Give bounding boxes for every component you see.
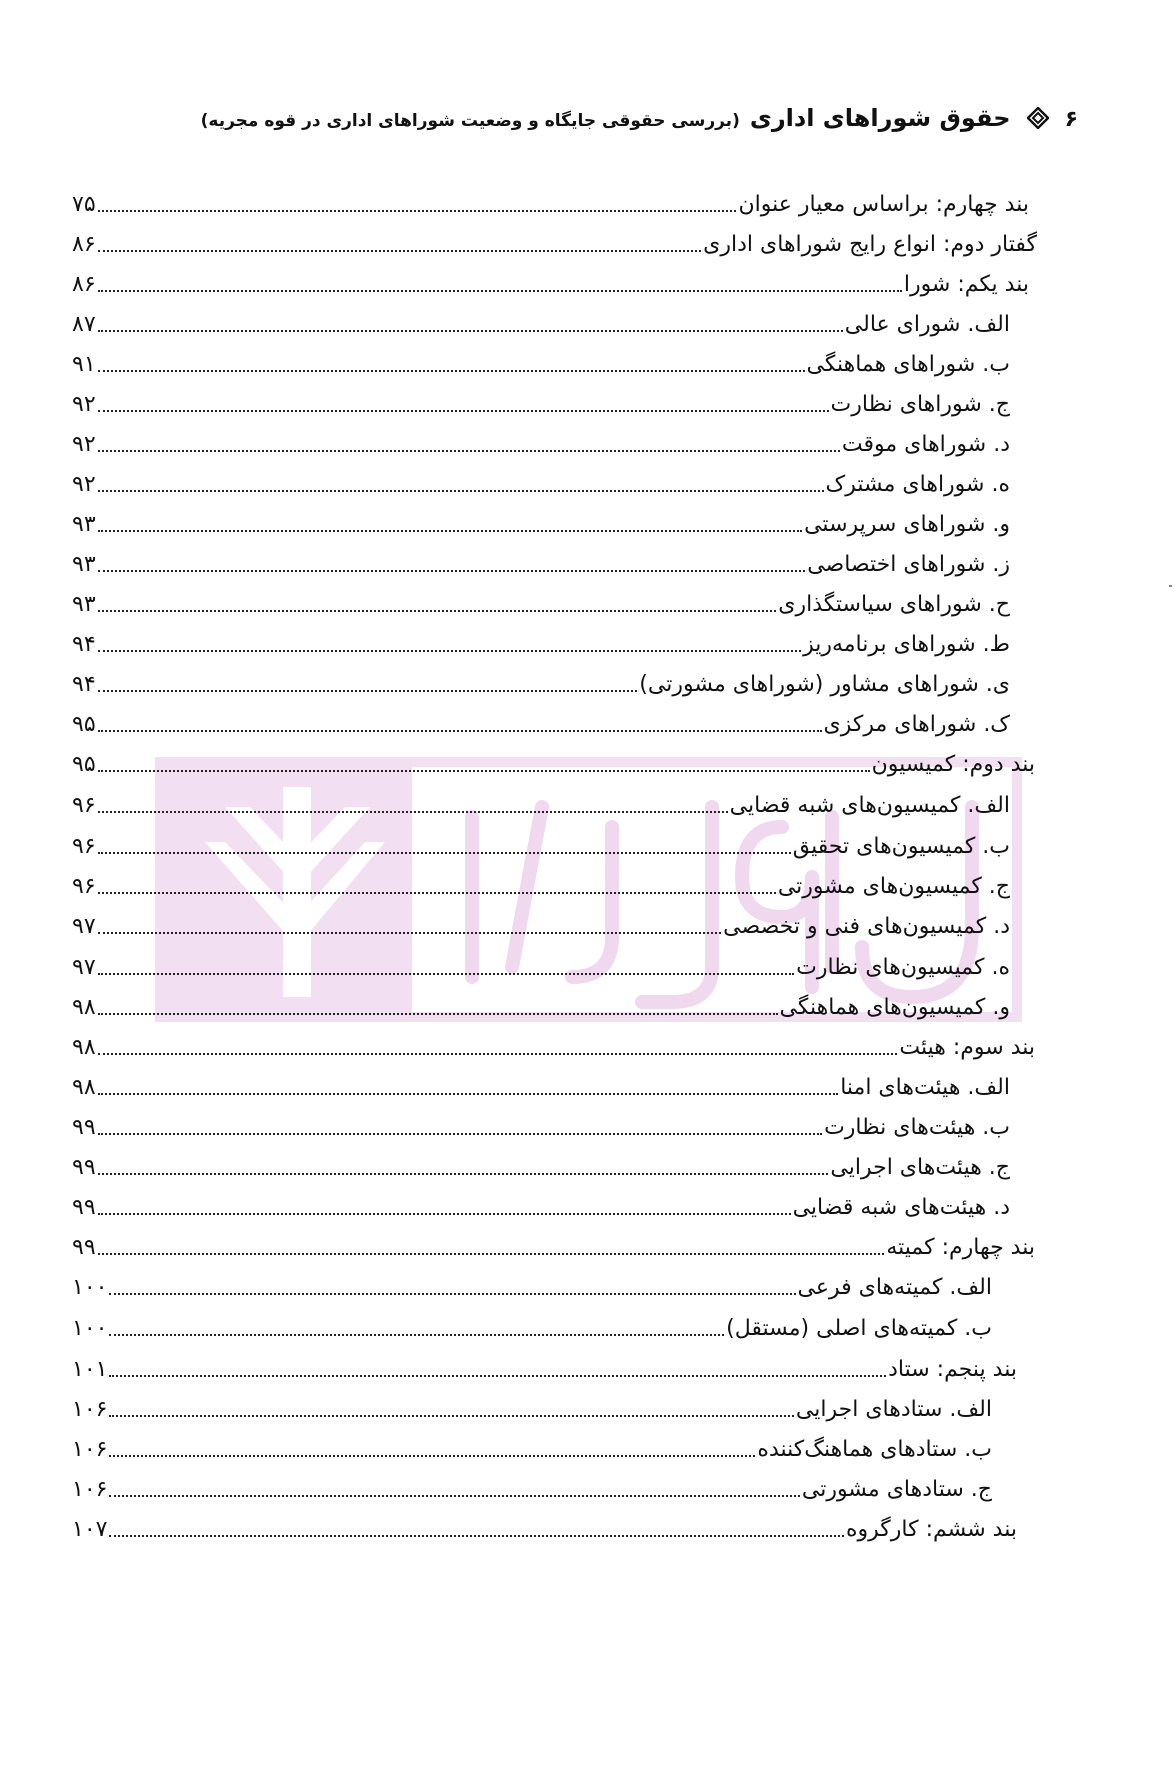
toc-entry-title: ج. ستادهای مشورتی xyxy=(801,1477,992,1502)
dot-leader xyxy=(98,250,702,252)
dot-leader xyxy=(98,1013,778,1015)
toc-entry[interactable] xyxy=(72,580,1010,620)
dot-leader xyxy=(98,1053,898,1055)
dot-leader xyxy=(98,770,870,772)
dot-leader xyxy=(98,650,801,652)
toc-entry-page-number: ۹۹ xyxy=(72,1115,96,1140)
toc-entry-title: بند پنجم: ستاد xyxy=(888,1357,1017,1382)
toc-entry-page-number: ۸۶ xyxy=(72,232,96,257)
toc-entry-title: بند ششم: کارگروه xyxy=(846,1517,1017,1542)
toc-entry[interactable] xyxy=(72,781,1010,821)
toc-entry[interactable] xyxy=(72,180,1029,220)
toc-entry[interactable] xyxy=(72,540,1010,580)
toc-entry[interactable] xyxy=(72,500,1010,540)
toc-entry-title: الف. کمیته‌های فرعی xyxy=(797,1275,992,1300)
toc-entry[interactable] xyxy=(72,1304,992,1344)
toc-entry-title: الف. هیئت‌های امنا xyxy=(840,1075,1010,1100)
toc-entry-page-number: ۹۴ xyxy=(72,672,96,697)
toc-entry[interactable] xyxy=(72,822,1010,862)
dot-leader xyxy=(109,1535,844,1537)
running-header xyxy=(201,104,1078,132)
toc-entry-title: بند سوم: هیئت xyxy=(899,1035,1035,1060)
toc-entry-page-number: ۹۲ xyxy=(72,432,96,457)
dot-leader xyxy=(109,1375,886,1377)
book-title: حقوق شوراهای اداری xyxy=(749,104,1011,132)
toc-entry-title: ح. شوراهای سیاستگذاری xyxy=(778,592,1010,617)
dot-leader xyxy=(98,730,822,732)
toc-entry-page-number: ۸۶ xyxy=(72,272,96,297)
book-subtitle: (بررسی حقوقی جایگاه و وضعیت شوراهای اداری در قوه مجریه) xyxy=(200,111,740,131)
toc-entry-title: ط. شوراهای برنامه‌ریز xyxy=(803,632,1010,657)
toc-entry-title: ی. شوراهای مشاور (شوراهای مشورتی) xyxy=(639,672,1010,697)
toc-entry-page-number: ۹۸ xyxy=(72,1035,96,1060)
toc-entry-page-number: ۹۳ xyxy=(72,512,96,537)
toc-entry[interactable] xyxy=(72,260,1029,300)
toc-entry-page-number: ۱۰۰ xyxy=(72,1275,108,1300)
toc-entry-page-number: ۹۶ xyxy=(72,834,96,859)
toc-entry-title: الف. ستادهای اجرایی xyxy=(795,1397,992,1422)
toc-entry-title: بند یکم: شورا xyxy=(903,272,1029,297)
toc-entry-title: ز. شوراهای اختصاصی xyxy=(807,552,1010,577)
dot-leader xyxy=(109,1415,793,1417)
dot-leader xyxy=(98,932,722,934)
toc-entry[interactable] xyxy=(72,1385,992,1425)
toc-entry[interactable] xyxy=(72,300,1010,340)
toc-entry-title: ه. کمیسیون‌های نظارت xyxy=(796,955,1010,980)
toc-entry-title: ب. ستادهای هماهنگ‌کننده xyxy=(757,1437,992,1462)
toc-entry-page-number: ۹۵ xyxy=(72,752,96,777)
toc-entry-title: الف. شورای عالی xyxy=(844,312,1010,337)
toc-entry-title: بند چهارم: براساس معیار عنوان xyxy=(738,192,1029,217)
toc-entry-title: ب. کمیته‌های اصلی (مستقل) xyxy=(726,1316,992,1341)
toc-entry[interactable] xyxy=(72,1263,992,1303)
toc-entry[interactable] xyxy=(72,340,1010,380)
toc-entry-page-number: ۹۲ xyxy=(72,472,96,497)
toc-entry-title: ج. هیئت‌های اجرایی xyxy=(830,1155,1010,1180)
toc-entry-title: ب. کمیسیون‌های تحقیق xyxy=(792,834,1010,859)
toc-entry[interactable] xyxy=(72,1223,1035,1263)
toc-entry[interactable] xyxy=(72,1063,1010,1103)
toc-entry-page-number: ۱۰۰ xyxy=(72,1316,108,1341)
toc-entry[interactable] xyxy=(72,380,1010,420)
toc-entry-page-number: ۹۲ xyxy=(72,392,96,417)
toc-entry[interactable] xyxy=(72,1425,992,1465)
dot-leader xyxy=(98,570,806,572)
dot-leader xyxy=(98,450,840,452)
toc-entry-page-number: ۹۷ xyxy=(72,955,96,980)
toc-entry-page-number: ۹۵ xyxy=(72,712,96,737)
dot-leader xyxy=(98,892,776,894)
toc-entry-page-number: ۹۱ xyxy=(72,352,96,377)
dot-leader xyxy=(98,811,728,813)
dot-leader xyxy=(98,1213,791,1215)
toc-entry[interactable] xyxy=(72,1103,1010,1143)
toc-entry[interactable] xyxy=(72,1023,1035,1063)
toc-entry[interactable] xyxy=(72,420,1010,460)
toc-entry-title: بند چهارم: کمیته xyxy=(886,1235,1035,1260)
toc-entry-title: ب. هیئت‌های نظارت xyxy=(824,1115,1010,1140)
toc-entry-page-number: ۷۵ xyxy=(72,192,96,217)
dot-leader xyxy=(98,852,791,854)
toc-entry-title: د. کمیسیون‌های فنی و تخصصی xyxy=(723,914,1010,939)
toc-entry-title: ج. کمیسیون‌های مشورتی xyxy=(777,874,1010,899)
dot-leader xyxy=(109,1334,724,1336)
toc-entry-page-number: ۹۹ xyxy=(72,1155,96,1180)
toc-entry-page-number: ۹۶ xyxy=(72,793,96,818)
toc-entry-title: ه. شوراهای مشترک xyxy=(825,472,1010,497)
toc-entry-page-number: ۹۹ xyxy=(72,1235,96,1260)
toc-entry-page-number: ۹۳ xyxy=(72,592,96,617)
toc-entry[interactable] xyxy=(72,1505,1017,1545)
dot-leader xyxy=(98,610,777,612)
dot-leader xyxy=(98,210,737,212)
toc-entry-title: ج. شوراهای نظارت xyxy=(830,392,1010,417)
dot-leader xyxy=(98,1093,839,1095)
scan-artifact xyxy=(1169,585,1172,587)
toc-entry-page-number: ۸۷ xyxy=(72,312,96,337)
dot-leader xyxy=(98,290,902,292)
toc-entry-page-number: ۱۰۶ xyxy=(72,1437,108,1462)
toc-entry-page-number: ۹۷ xyxy=(72,914,96,939)
dot-leader xyxy=(98,1253,885,1255)
toc-entry[interactable] xyxy=(72,660,1010,700)
toc-entry[interactable] xyxy=(72,943,1010,983)
toc-entry-title: الف. کمیسیون‌های شبه قضایی xyxy=(729,793,1010,818)
dot-leader xyxy=(98,370,805,372)
dot-leader xyxy=(98,1133,822,1135)
toc-entry-page-number: ۱۰۶ xyxy=(72,1477,108,1502)
toc-entry-title: د. شوراهای موقت xyxy=(841,432,1010,457)
dot-leader xyxy=(98,490,824,492)
toc-entry-page-number: ۹۶ xyxy=(72,874,96,899)
toc-entry[interactable] xyxy=(72,983,1010,1023)
dot-leader xyxy=(98,1173,829,1175)
dot-leader xyxy=(98,330,843,332)
dot-leader xyxy=(98,530,802,532)
toc-entry-page-number: ۱۰۷ xyxy=(72,1517,108,1542)
toc-entry-title: و. کمیسیون‌های هماهنگی xyxy=(779,995,1010,1020)
toc-entry[interactable] xyxy=(72,862,1010,902)
toc-entry[interactable] xyxy=(72,1143,1010,1183)
toc-entry-title: د. هیئت‌های شبه قضایی xyxy=(792,1195,1010,1220)
diamond-icon xyxy=(1027,107,1049,129)
dot-leader xyxy=(98,410,829,412)
toc-entry-title: ک. شوراهای مرکزی xyxy=(823,712,1010,737)
page-number: ۶ xyxy=(1064,107,1078,132)
toc-entry[interactable] xyxy=(72,1183,1010,1223)
dot-leader xyxy=(98,973,795,975)
toc-entry-page-number: ۹۸ xyxy=(72,995,96,1020)
toc-entry[interactable] xyxy=(72,620,1010,660)
toc-entry-title: ب. شوراهای هماهنگی xyxy=(806,352,1010,377)
toc-entry[interactable] xyxy=(72,220,1037,260)
toc-entry[interactable] xyxy=(72,740,1035,780)
toc-entry-page-number: ۱۰۱ xyxy=(72,1357,108,1382)
toc-entry[interactable] xyxy=(72,1345,1017,1385)
toc-entry[interactable] xyxy=(72,1465,992,1505)
toc-entry-page-number: ۹۸ xyxy=(72,1075,96,1100)
toc-entry-page-number: ۹۹ xyxy=(72,1195,96,1220)
toc-entry-page-number: ۹۳ xyxy=(72,552,96,577)
toc-entry-title: و. شوراهای سرپرستی xyxy=(804,512,1010,537)
dot-leader xyxy=(109,1455,755,1457)
toc-entry[interactable] xyxy=(72,700,1010,740)
toc-entry[interactable] xyxy=(72,902,1010,942)
toc-entry-title: گفتار دوم: انواع رایج شوراهای اداری xyxy=(703,232,1037,257)
toc-entry-page-number: ۱۰۶ xyxy=(72,1397,108,1422)
toc-entry-page-number: ۹۴ xyxy=(72,632,96,657)
dot-leader xyxy=(98,690,638,692)
toc-entry-title: بند دوم: کمیسیون xyxy=(871,752,1035,777)
dot-leader xyxy=(109,1293,795,1295)
toc-entry[interactable] xyxy=(72,460,1010,500)
dot-leader xyxy=(109,1495,799,1497)
